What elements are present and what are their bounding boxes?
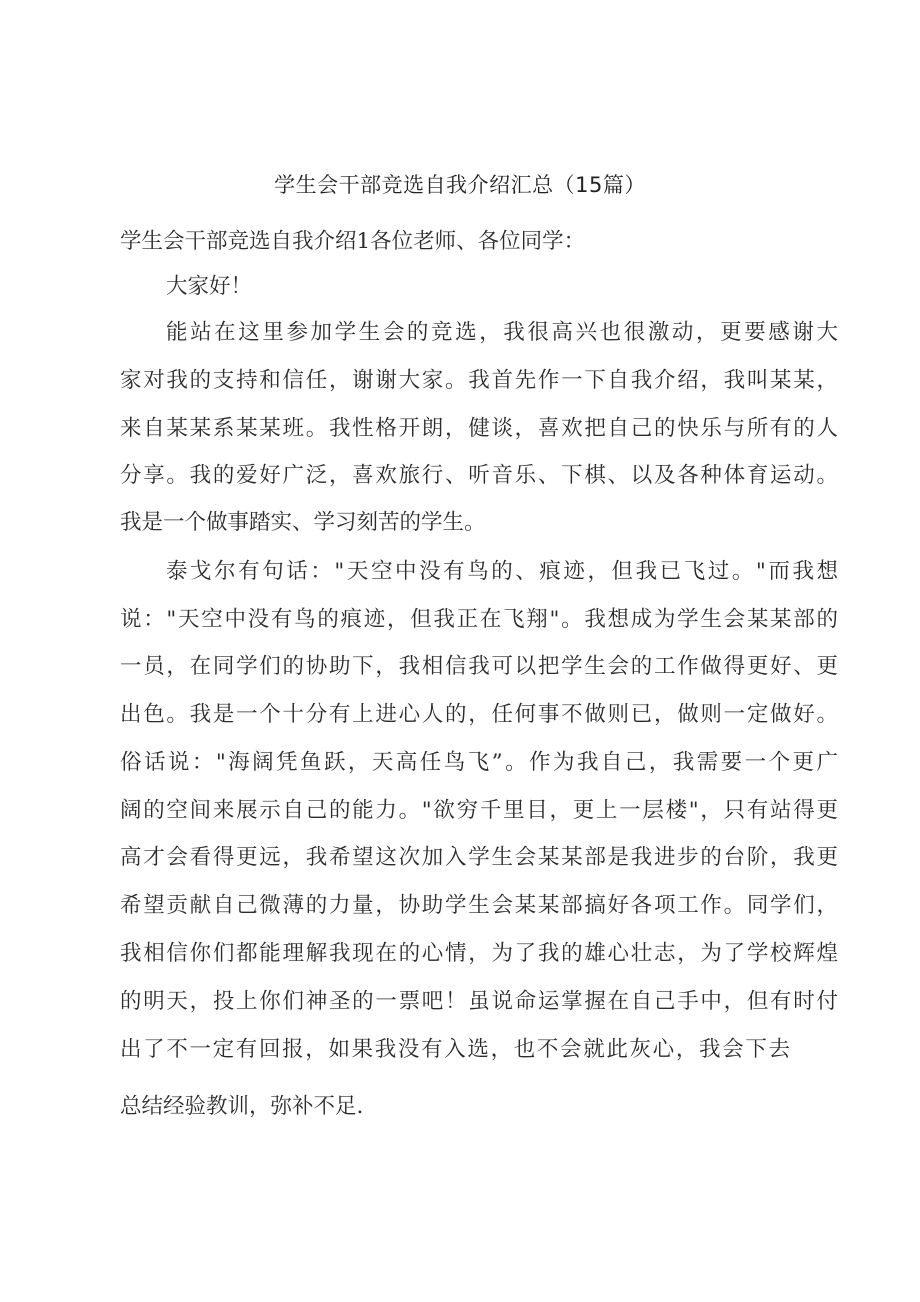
section-heading: 学生会干部竞选自我介绍1各位老师、各位同学： — [120, 229, 586, 254]
paragraph-line: 家对我的支持和信任，谢谢大家。我首先作一下自我介绍，我叫某某， — [120, 368, 838, 393]
paragraph-line: 我是一个做事踏实、学习刻苦的学生。 — [120, 510, 486, 535]
greeting-line: 大家好！ — [166, 274, 253, 299]
paragraph-line: 的明天，投上你们神圣的一票吧！虽说命运掌握在自己手中，但有时付 — [120, 989, 838, 1014]
paragraph-line: 出了不一定有回报，如果我没有入选，也不会就此灰心，我会下去 — [120, 1037, 790, 1062]
paragraph-line: 一员，在同学们的协助下，我相信我可以把学生会的工作做得更好、更 — [120, 654, 838, 679]
paragraph-line: 说："天空中没有鸟的痕迹，但我正在飞翔"。我想成为学生会某某部的 — [120, 607, 838, 632]
paragraph-line: 高才会看得更远，我希望这次加入学生会某某部是我进步的台阶，我更 — [120, 845, 838, 870]
paragraph-line: 能站在这里参加学生会的竞选，我很高兴也很激动，更要感谢大 — [166, 320, 838, 345]
paragraph-line: 分享。我的爱好广泛，喜欢旅行、听音乐、下棋、以及各种体育运动。 — [120, 463, 838, 488]
paragraph-line: 希望贡献自己微薄的力量，协助学生会某某部搞好各项工作。同学们， — [120, 893, 838, 918]
paragraph-line: 总结经验教训，弥补不足. — [120, 1094, 364, 1119]
paragraph-line: 来自某某系某某班。我性格开朗，健谈，喜欢把自己的快乐与所有的人 — [120, 416, 838, 441]
paragraph-line: 阔的空间来展示自己的能力。"欲穷千里目，更上一层楼"，只有站得更 — [120, 798, 838, 823]
paragraph-line: 我相信你们都能理解我现在的心情，为了我的雄心壮志，为了学校辉煌 — [120, 941, 838, 966]
paragraph-line: 出色。我是一个十分有上进心人的，任何事不做则已，做则一定做好。 — [120, 702, 838, 727]
document-title: 学生会干部竞选自我介绍汇总（15篇） — [274, 173, 646, 197]
paragraph-line: 俗话说："海阔凭鱼跃，天高任鸟飞”。作为我自己，我需要一个更广 — [120, 750, 838, 775]
paragraph-line: 泰戈尔有句话："天空中没有鸟的、痕迹，但我已飞过。"而我想 — [166, 559, 838, 584]
